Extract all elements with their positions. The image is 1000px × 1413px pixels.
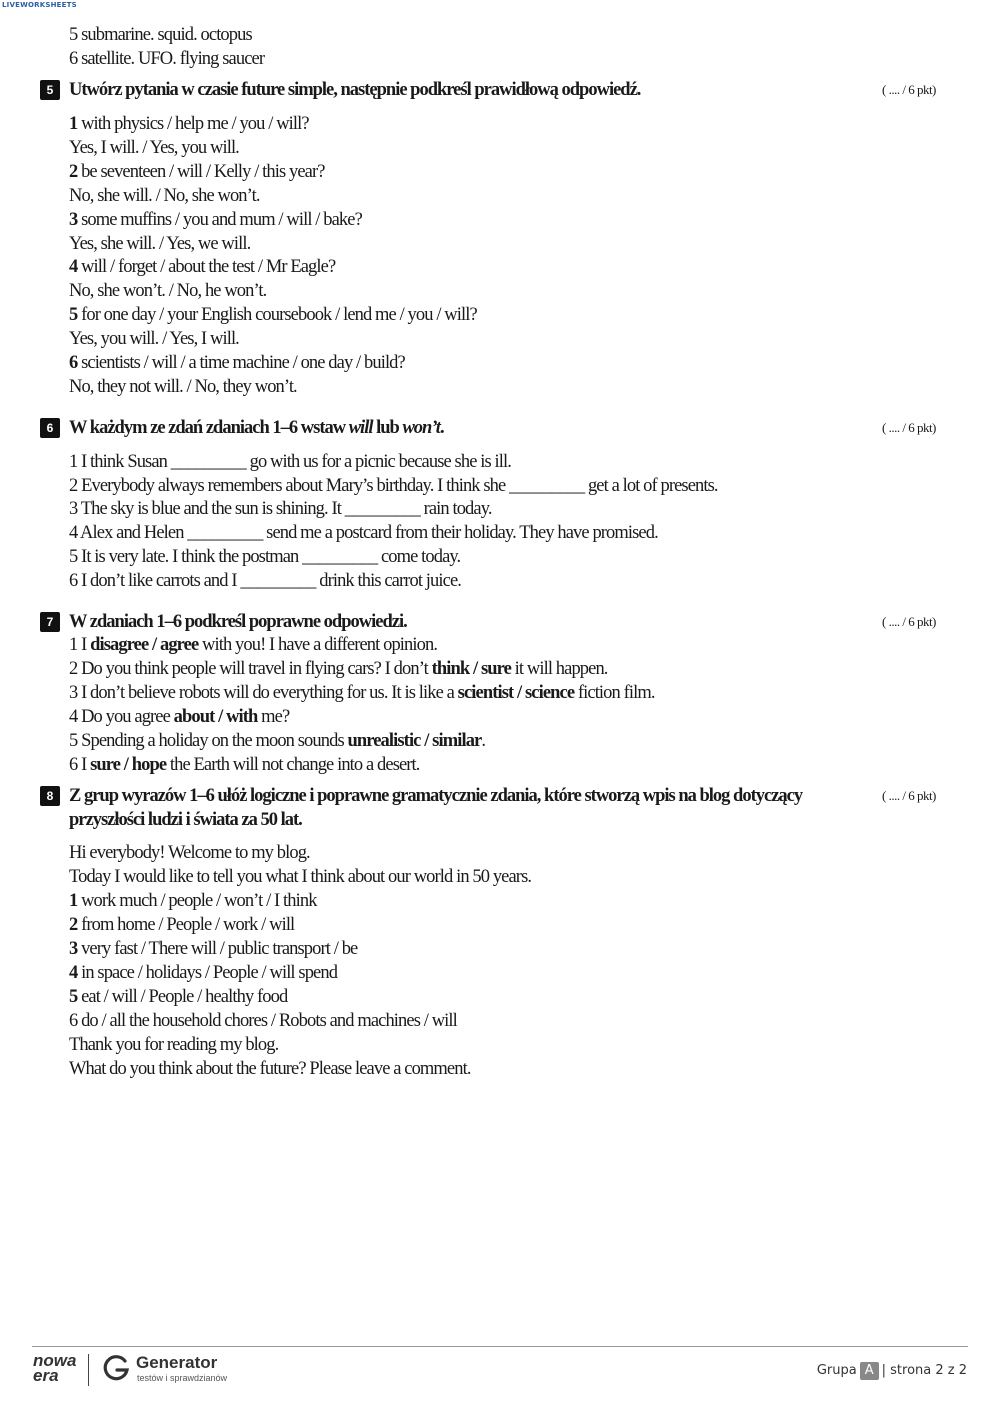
task-5-question-1: 1 with physics / help me / you / will? [69,114,309,134]
grupa-badge: A [860,1362,879,1380]
task-8-item-6: 6 do / all the household chores / Robots and machines / will [69,1011,457,1031]
generator-g-icon [101,1353,131,1383]
task-5-answer-4: No, she won’t. / No, he won’t. [69,281,267,301]
nowa-era-logo: nowa era [33,1351,77,1385]
grupa-label: Grupa [816,1363,857,1378]
task-8-badge: 8 [40,786,60,806]
task-6-sentence-3: 3 The sky is blue and the sun is shining. It _________ rain today. [69,499,492,519]
task-6-heading: W każdym ze zdań zdaniach 1–6 wstaw will lub won’t. [69,418,444,438]
generator-subtitle: testów i sprawdzianów [137,1373,228,1383]
task-7-badge: 7 [40,612,60,632]
task-8-item-5: 5 eat / will / People / healthy food [69,987,288,1007]
task-7-sentence-4: 4 Do you agree about / with me? [69,707,290,727]
task-7-sentence-3: 3 I don’t believe robots will do everything for us. It is like a scientist / science fiction film. [69,683,655,703]
page-number: | strona 2 z 2 [881,1363,967,1378]
task-6-badge: 6 [40,418,60,438]
task-6-sentence-4: 4 Alex and Helen _________ send me a postcard from their holiday. They have promised. [69,523,658,543]
task-7-sentence-2: 2 Do you think people will travel in flying cars? I don’t think / sure it will happen. [69,659,608,679]
generator-title: Generator [136,1353,218,1372]
task-8-outro-1: Thank you for reading my blog. [69,1035,279,1055]
task-7-sentence-5: 5 Spending a holiday on the moon sounds unrealistic / similar. [69,731,486,751]
task-5-heading: Utwórz pytania w czasie future simple, następnie podkreśl prawidłową odpowiedź. [69,80,641,100]
task-6-sentence-5: 5 It is very late. I think the postman _________ come today. [69,547,461,567]
task-5-points: ( .... / 6 pkt) [882,82,936,97]
task-8-heading: Z grup wyrazów 1–6 ułóż logiczne i poprawne gramatycznie zdania, które stworzą wpis na blog dotyczący przyszłości ludzi i świata za 50 lat. [69,786,803,830]
task-7-sentence-6: 6 I sure / hope the Earth will not change into a desert. [69,755,420,775]
footer-divider [32,1346,968,1347]
task-8-item-2: 2 from home / People / work / will [69,915,295,935]
task-8-intro-1: Hi everybody! Welcome to my blog. [69,843,310,863]
intro-line-2: 6 satellite. UFO. flying saucer [69,49,265,69]
task-8-intro-2: Today I would like to tell you what I think about our world in 50 years. [69,867,532,887]
task-6-sentence-6: 6 I don’t like carrots and I _________ drink this carrot juice. [69,571,461,591]
task-5-badge: 5 [40,80,60,100]
task-5-question-3: 3 some muffins / you and mum / will / bake? [69,210,362,230]
task-7-heading: W zdaniach 1–6 podkreśl poprawne odpowiedzi. [69,612,407,632]
task-5-answer-2: No, she will. / No, she won’t. [69,186,260,206]
intro-line-1: 5 submarine. squid. octopus [69,25,252,45]
logo-divider [88,1354,89,1386]
task-5-question-2: 2 be seventeen / will / Kelly / this year? [69,162,325,182]
task-7-sentence-1: 1 I disagree / agree with you! I have a different opinion. [69,635,438,655]
task-7-points: ( .... / 6 pkt) [882,614,936,629]
page-info [817,1362,967,1380]
task-8-outro-2: What do you think about the future? Please leave a comment. [69,1059,471,1079]
task-8-item-3: 3 very fast / There will / public transport / be [69,939,358,959]
task-6-sentence-2: 2 Everybody always remembers about Mary’s birthday. I think she _________ get a lot of presents. [69,476,718,496]
task-8-item-1: 1 work much / people / won’t / I think [69,891,317,911]
task-5-answer-3: Yes, she will. / Yes, we will. [69,234,251,254]
task-5-answer-1: Yes, I will. / Yes, you will. [69,138,239,158]
task-8-item-4: 4 in space / holidays / People / will spend [69,963,338,983]
task-8-points: ( .... / 6 pkt) [882,788,936,803]
task-6-sentence-1: 1 I think Susan _________ go with us for a picnic because she is ill. [69,452,511,472]
task-5-question-6: 6 scientists / will / a time machine / one day / build? [69,353,405,373]
task-5-answer-6: No, they not will. / No, they won’t. [69,377,297,397]
task-5-answer-5: Yes, you will. / Yes, I will. [69,329,239,349]
task-5-question-4: 4 will / forget / about the test / Mr Eagle? [69,257,336,277]
task-6-points: ( .... / 6 pkt) [882,420,936,435]
task-5-question-5: 5 for one day / your English coursebook / lend me / you / will? [69,305,477,325]
watermark: LIVEWORKSHEETS [2,1,77,9]
